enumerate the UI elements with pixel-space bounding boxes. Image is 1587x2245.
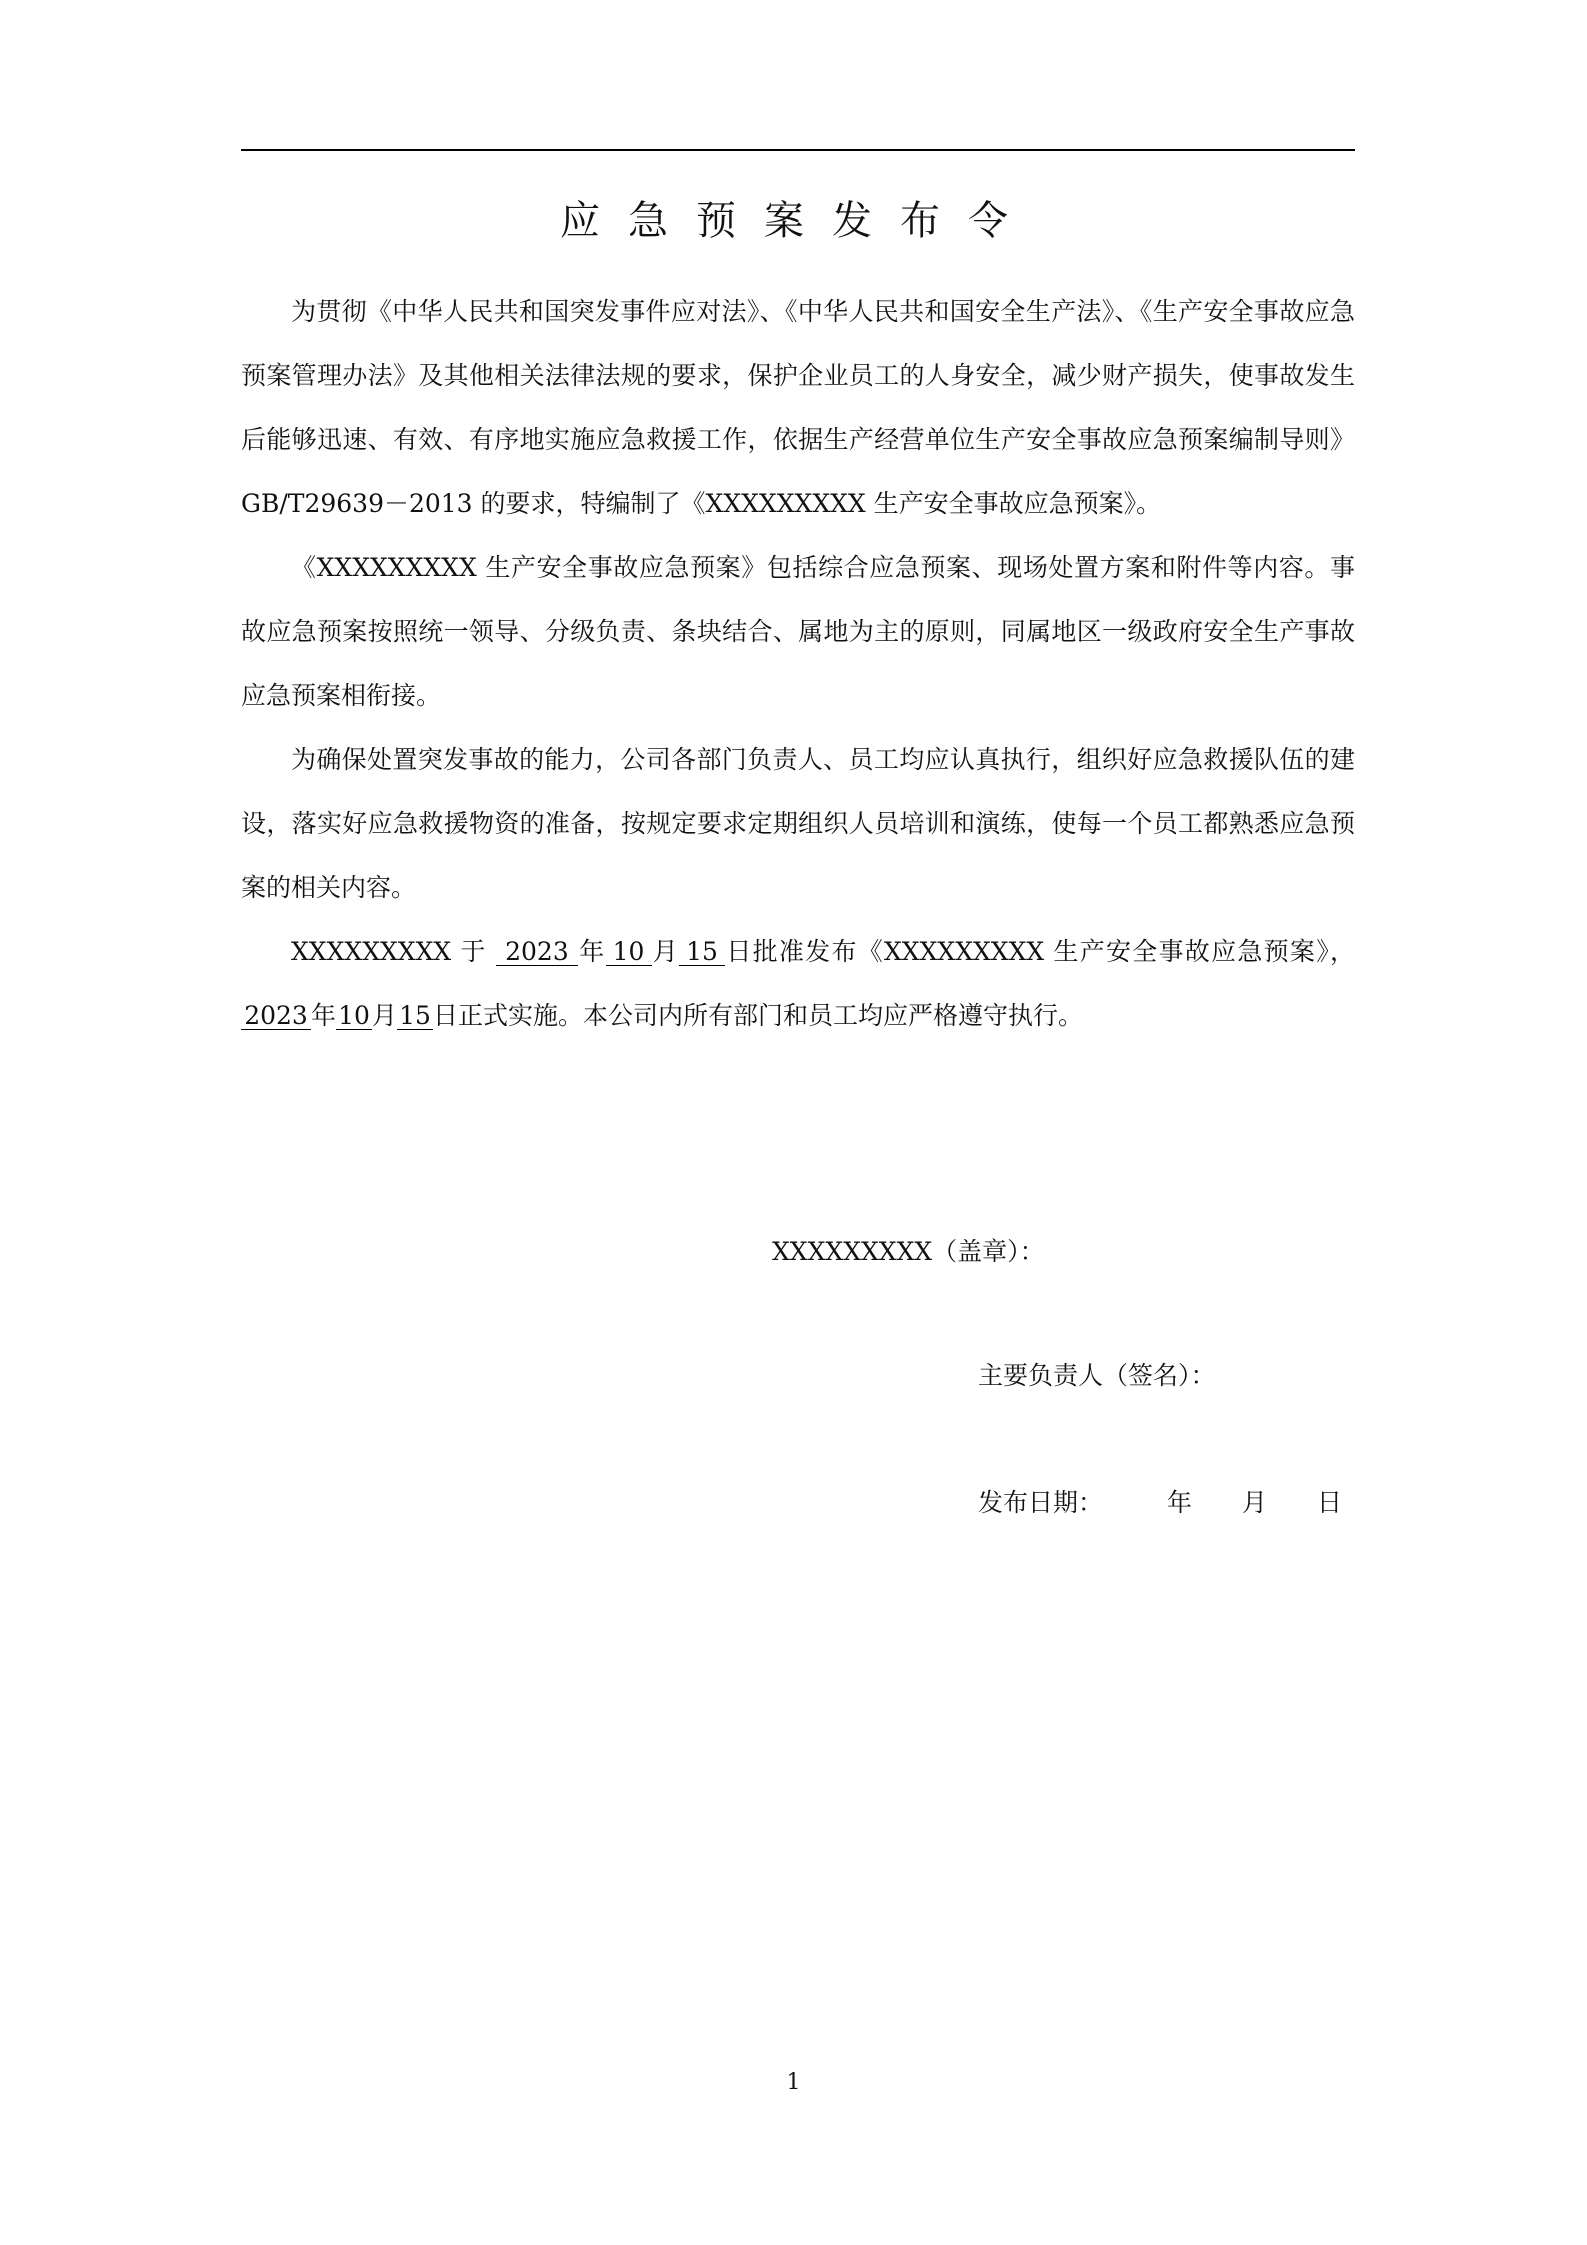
approve-text: 日批准发布《XXXXXXXXX 生产安全事故应急预案》， (725, 937, 1355, 966)
release-month-label: 月 (1242, 1488, 1268, 1517)
document-title: 应急预案发布令 (560, 198, 1036, 244)
paragraph-requirements: 为确保处置突发事故的能力，公司各部门负责人、员工均应认真执行，组织好应急救援队伍的建设，落实好应急救援物资的准备，按规定要求定期组织人员培训和演练，使每一个员工都熟悉应急预案的相关内容。 (241, 745, 1355, 902)
release-date-label: 发布日期： (978, 1488, 1104, 1517)
approve-day-blank: 15 (679, 939, 725, 966)
effective-day-blank: 15 (397, 1003, 433, 1030)
approve-month-blank: 10 (606, 939, 652, 966)
document-body (241, 280, 1355, 1048)
effective-month-blank: 10 (336, 1003, 372, 1030)
company-name: XXXXXXXXX (291, 937, 452, 966)
release-date-line (978, 1485, 1342, 1521)
year-label: 年 (577, 937, 606, 966)
paragraph-scope: 《XXXXXXXXX 生产安全事故应急预案》包括综合应急预案、现场处置方案和附件等内容。事故应急预案按照统一领导、分级负责、条块结合、属地为主的原则，同属地区一级政府安全生产事故应急预案相衔接。 (241, 553, 1355, 710)
paragraph-release (241, 920, 1355, 1048)
month-label: 月 (651, 937, 680, 966)
year-label: 年 (311, 1001, 337, 1030)
signature-line: 主要负责人（签名）： (978, 1361, 1216, 1390)
paragraph-legal-basis: 为贯彻《中华人民共和国突发事件应对法》、《中华人民共和国安全生产法》、《生产安全事故应急预案管理办法》及其他相关法律法规的要求，保护企业员工的人身安全，减少财产损失，使事故发生后能够迅速、有效、有序地实施应急救援工作，依据生产经营单位生产安全事故应急预案编制导则》GB/T29639－2013 的要求，特编制了《XXXXXXXXX 生产安全事故应急预案》。 (241, 297, 1355, 518)
at-label: 于 (460, 937, 487, 966)
release-year-label: 年 (1167, 1488, 1193, 1517)
approve-year-blank: 2023 (496, 939, 578, 966)
effective-year-blank: 2023 (241, 1003, 311, 1030)
release-day-label: 日 (1317, 1488, 1343, 1517)
page-number: 1 (786, 2070, 801, 2095)
month-label: 月 (372, 1001, 398, 1030)
header-rule (241, 149, 1355, 151)
effective-text: 日正式实施。本公司内所有部门和员工均应严格遵守执行。 (433, 1001, 1084, 1030)
seal-line: XXXXXXXXX（盖章）： (772, 1237, 1045, 1266)
